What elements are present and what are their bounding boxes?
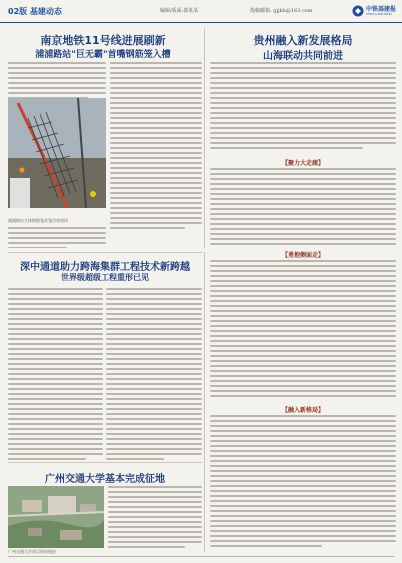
guizhou-subhead-2: 【勇抱侧面走】 [281,252,324,259]
nanjing-photo [8,98,106,208]
column-divider-2 [204,252,205,552]
footer-rule [8,556,394,557]
construction-photo-image [8,98,106,208]
guizhou-subhead-3: 【融入新格局】 [281,407,324,414]
page-header [0,0,402,23]
editor-label: 编辑/版面:郭某某 [160,8,199,14]
guizhou-body-2 [210,168,396,248]
nanjing-title: 南京地铁11号线进展刷新 [40,34,166,47]
guizhou-body-4 [210,415,396,553]
newspaper-logo-icon [352,5,364,17]
section-divider-1 [8,252,202,253]
logo-text: 中铁基建报 [366,6,397,13]
logo-subtext: CHINA RAILWAY [366,12,393,16]
nanjing-body-left-2 [8,218,106,248]
shenzhong-body-right [106,288,202,460]
aerial-site-image [8,486,104,548]
column-divider [204,28,205,248]
guizhou-title: 贵州融入新发展格局 [253,34,353,47]
shenzhong-subtitle: 世界级超级工程重形已见 [61,273,149,282]
guangzhou-title: 广州交通大学基本完成征地 [45,474,165,485]
guizhou-body-3 [210,260,396,400]
section-divider-2 [8,462,202,463]
guizhou-subtitle: 山海联动共同前进 [263,51,343,62]
nanjing-subtitle: 浦浦路站"巨无霸"首嘴钢筋笼入槽 [35,50,171,60]
section-label: 02版 基建动态 [8,7,62,16]
nanjing-body-right [110,62,202,232]
shenzhong-title: 深中通道助力跨海集群工程技术新跨越 [20,262,190,273]
shenzhong-body-left [8,288,103,460]
guangzhou-photo-caption: 广州交通大学项目现场航拍 [8,549,56,554]
guangzhou-body [108,486,202,552]
nanjing-photo-caption: 浦浦路站主体钢筋笼首笼吊装现场 [8,218,68,223]
guangzhou-photo [8,486,104,548]
email-label: 投稿邮箱: gjjkh@163.com [250,8,313,14]
guizhou-subhead-1: 【聚力大走廊】 [281,160,324,167]
